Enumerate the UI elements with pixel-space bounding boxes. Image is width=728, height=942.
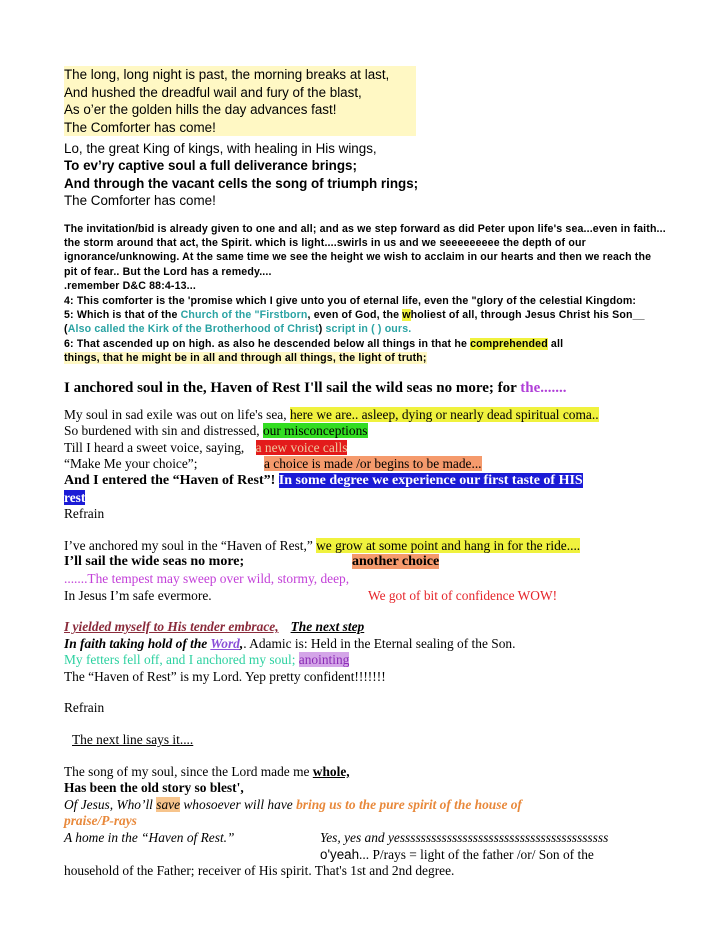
commentary-paragraph-3: 4: This comforter is the 'promise which I give unto you of eternal life, even the "glory of the celestial Kingdom: (64, 294, 637, 307)
commentary-paragraph-1: The invitation/bid is already given to one and all; and as we step forward as did Peter upon life's sea...even in faith... the storm around that act, the Spirit. which is light....swirls in us and we seeeeeeeee the depth of our ignorance/unknowing. At the same time we see the height we wish to acclaim in our hearts and then we reach the pit of fear.. But the Lord has a remedy.... (64, 222, 666, 278)
verse-4 (64, 764, 664, 880)
verse-4-line-1: The song of my soul, since the Lord made me whole, (64, 763, 350, 779)
stanza-2-line-2: To ev’ry captive soul a full deliverance brings; (64, 158, 357, 173)
verse-2-line-3: .......The tempest may sweep over wild, stormy, deep, (64, 570, 350, 586)
verse-2 (64, 538, 664, 604)
stanza-1-line-4: The Comforter has come! (64, 119, 216, 135)
verse-3 (64, 619, 664, 685)
commentary (64, 222, 666, 366)
commentary-paragraph-5: 6: That ascended up on high. as also he descended below all things in that he comprehended all things, that he might be in all and through all things, the light of truth; (64, 337, 564, 365)
verse-4-line-5: A home in the “Haven of Rest.” Yes, yes and yessssssssssssssssssssssssssssssssssssssss (64, 830, 609, 846)
verse-1-line-3: Till I heard a sweet voice, saying, a new voice calls (64, 439, 348, 455)
stanza-1-line-2: And hushed the dreadful wail and fury of the blast, (64, 84, 362, 100)
verse-1-line-4: “Make Me your choice”; a choice is made /or begins to be made... (64, 456, 482, 472)
verse-1-line-2: So burdened with sin and distressed, our misconceptions (64, 423, 368, 439)
verse-1-line-1: My soul in sad exile was out on life's sea, here we are.. asleep, dying or nearly dead spiritual coma.. (64, 406, 599, 422)
stanza-1 (64, 66, 416, 136)
verse-1-line-5: And I entered the “Haven of Rest”! In some degree we experience our first taste of HIS (64, 472, 583, 488)
verse-3-line-2: In faith taking hold of the Word,. Adamic is: Held in the Eternal sealing of the Son. (64, 635, 516, 651)
verse-4-line-7: household of the Father; receiver of His spirit. That's 1st and 2nd degree. (64, 863, 455, 879)
verse-1 (64, 407, 664, 523)
document-page (64, 66, 664, 880)
verse-4-line-3: Of Jesus, Who’ll save whosoever will have bring us to the pure spirit of the house of (64, 796, 522, 812)
verse-4-line-4: praise/P-rays (64, 813, 137, 829)
verse-3-line-4: The “Haven of Rest” is my Lord. Yep pretty confident!!!!!!! (64, 668, 386, 684)
verse-4-line-6: o'yeah... P/rays = light of the father /or/ Son of the (320, 846, 594, 862)
verse-2-line-2: I’ll sail the wide seas no more; another choice (64, 554, 440, 570)
stanza-1-line-1: The long, long night is past, the morning breaks at last, (64, 67, 390, 82)
church-firstborn: Church of the "Firstborn (180, 308, 308, 321)
commentary-paragraph-4: 5: Which is that of the Church of the "Firstborn, even of God, the wholiest of all, through Jesus Christ his Son__ (Also called the Kirk of the Brotherhood of Christ) script in ( ) ours. (64, 308, 645, 336)
verse-3-line-3: My fetters fell off, and I anchored my soul; anointing (64, 652, 350, 668)
verse-4-line-2: Has been the old story so blest', (64, 780, 244, 796)
stanza-2 (64, 140, 664, 210)
section-heading: I anchored soul in the, Haven of Rest I'll sail the wild seas no more; for the....... (64, 379, 567, 396)
refrain-1: Refrain (64, 506, 105, 522)
script-ours: script in ( ) ours. (325, 323, 412, 336)
verse-2-line-4: In Jesus I’m safe evermore. We got of bit of confidence WOW! (64, 587, 558, 603)
kirk-brotherhood: Also called the Kirk of the Brotherhood of Christ (67, 323, 319, 336)
verse-3-line-1: I yielded myself to His tender embrace, The next step (64, 619, 365, 635)
stanza-2-line-1: Lo, the great King of kings, with healing in His wings, (64, 140, 377, 156)
stanza-2-line-4: The Comforter has come! (64, 193, 216, 208)
commentary-paragraph-2: .remember D&C 88:4-13... (64, 280, 196, 293)
stanza-1-line-3: As o’er the golden hills the day advances fast! (64, 102, 337, 117)
verse-2-line-1: I’ve anchored my soul in the “Haven of Rest,” we grow at some point and hang in for the ride.... (64, 537, 581, 553)
next-line-note: The next line says it.... (72, 732, 194, 748)
refrain-2: Refrain (64, 700, 105, 716)
stanza-2-line-3: And through the vacant cells the song of triumph rings; (64, 175, 419, 191)
verse-1-line-6: rest (64, 489, 86, 505)
comprehended-highlight: comprehended (470, 337, 548, 350)
